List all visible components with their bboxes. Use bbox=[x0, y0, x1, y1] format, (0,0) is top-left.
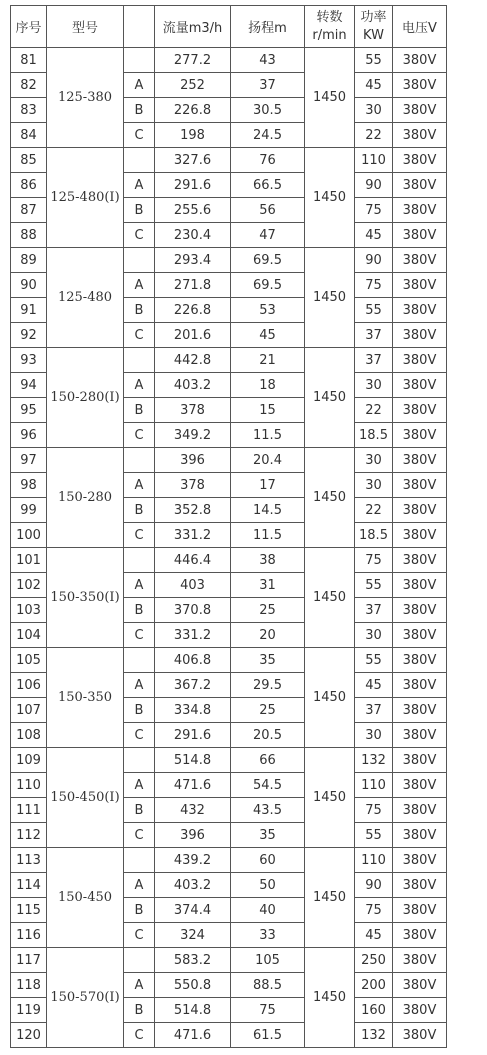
cell-flow: 349.2 bbox=[155, 423, 231, 448]
table-row bbox=[11, 48, 447, 73]
cell-index: 107 bbox=[11, 698, 47, 723]
cell-head: 33 bbox=[231, 923, 305, 948]
table-row bbox=[11, 748, 447, 773]
cell-power: 45 bbox=[355, 73, 393, 98]
cell-variant: A bbox=[124, 273, 155, 298]
cell-head: 76 bbox=[231, 148, 305, 173]
cell-power: 75 bbox=[355, 198, 393, 223]
cell-index: 109 bbox=[11, 748, 47, 773]
cell-head: 35 bbox=[231, 648, 305, 673]
cell-voltage: 380V bbox=[393, 823, 447, 848]
cell-speed: 1450 bbox=[305, 548, 355, 648]
cell-voltage: 380V bbox=[393, 748, 447, 773]
cell-flow: 201.6 bbox=[155, 323, 231, 348]
cell-variant: B bbox=[124, 398, 155, 423]
cell-head: 17 bbox=[231, 473, 305, 498]
cell-index: 91 bbox=[11, 298, 47, 323]
cell-voltage: 380V bbox=[393, 198, 447, 223]
cell-flow: 471.6 bbox=[155, 1023, 231, 1048]
table-row bbox=[11, 248, 447, 273]
cell-variant: C bbox=[124, 123, 155, 148]
cell-head: 40 bbox=[231, 898, 305, 923]
cell-power: 55 bbox=[355, 573, 393, 598]
cell-index: 101 bbox=[11, 548, 47, 573]
table-row bbox=[11, 948, 447, 973]
cell-power: 250 bbox=[355, 948, 393, 973]
header-power-line1: 功率 bbox=[360, 9, 387, 25]
cell-index: 87 bbox=[11, 198, 47, 223]
cell-variant: B bbox=[124, 598, 155, 623]
cell-head: 69.5 bbox=[231, 248, 305, 273]
cell-index: 118 bbox=[11, 973, 47, 998]
cell-flow: 378 bbox=[155, 473, 231, 498]
cell-head: 60 bbox=[231, 848, 305, 873]
cell-head: 47 bbox=[231, 223, 305, 248]
cell-power: 45 bbox=[355, 923, 393, 948]
table-row bbox=[11, 648, 447, 673]
cell-head: 88.5 bbox=[231, 973, 305, 998]
cell-index: 115 bbox=[11, 898, 47, 923]
cell-index: 82 bbox=[11, 73, 47, 98]
cell-model: 150-450(I) bbox=[47, 748, 124, 848]
cell-index: 90 bbox=[11, 273, 47, 298]
table-row bbox=[11, 148, 447, 173]
table-row bbox=[11, 448, 447, 473]
cell-head: 50 bbox=[231, 873, 305, 898]
cell-head: 66.5 bbox=[231, 173, 305, 198]
cell-flow: 471.6 bbox=[155, 773, 231, 798]
cell-voltage: 380V bbox=[393, 373, 447, 398]
cell-voltage: 380V bbox=[393, 98, 447, 123]
cell-power: 30 bbox=[355, 373, 393, 398]
cell-power: 22 bbox=[355, 123, 393, 148]
cell-variant: B bbox=[124, 198, 155, 223]
cell-voltage: 380V bbox=[393, 798, 447, 823]
cell-head: 53 bbox=[231, 298, 305, 323]
cell-index: 113 bbox=[11, 848, 47, 873]
cell-variant bbox=[124, 648, 155, 673]
cell-power: 75 bbox=[355, 548, 393, 573]
cell-model: 125-380 bbox=[47, 48, 124, 148]
cell-flow: 331.2 bbox=[155, 523, 231, 548]
cell-voltage: 380V bbox=[393, 123, 447, 148]
cell-power: 45 bbox=[355, 673, 393, 698]
cell-head: 45 bbox=[231, 323, 305, 348]
cell-model: 125-480(I) bbox=[47, 148, 124, 248]
cell-power: 45 bbox=[355, 223, 393, 248]
cell-index: 88 bbox=[11, 223, 47, 248]
cell-power: 18.5 bbox=[355, 523, 393, 548]
table-row bbox=[11, 348, 447, 373]
cell-power: 30 bbox=[355, 623, 393, 648]
cell-voltage: 380V bbox=[393, 398, 447, 423]
cell-flow: 442.8 bbox=[155, 348, 231, 373]
cell-flow: 403 bbox=[155, 573, 231, 598]
cell-head: 11.5 bbox=[231, 423, 305, 448]
cell-index: 99 bbox=[11, 498, 47, 523]
cell-flow: 439.2 bbox=[155, 848, 231, 873]
cell-head: 29.5 bbox=[231, 673, 305, 698]
cell-voltage: 380V bbox=[393, 173, 447, 198]
cell-power: 30 bbox=[355, 448, 393, 473]
cell-variant: A bbox=[124, 873, 155, 898]
cell-variant: A bbox=[124, 173, 155, 198]
cell-speed: 1450 bbox=[305, 448, 355, 548]
cell-power: 200 bbox=[355, 973, 393, 998]
cell-power: 132 bbox=[355, 748, 393, 773]
cell-head: 43.5 bbox=[231, 798, 305, 823]
cell-model: 150-450 bbox=[47, 848, 124, 948]
cell-model: 150-280 bbox=[47, 448, 124, 548]
cell-variant: B bbox=[124, 498, 155, 523]
cell-variant bbox=[124, 248, 155, 273]
cell-flow: 255.6 bbox=[155, 198, 231, 223]
cell-index: 108 bbox=[11, 723, 47, 748]
cell-index: 92 bbox=[11, 323, 47, 348]
cell-variant: C bbox=[124, 923, 155, 948]
cell-index: 112 bbox=[11, 823, 47, 848]
cell-variant bbox=[124, 148, 155, 173]
header-power-line2: KW bbox=[363, 27, 384, 43]
cell-head: 54.5 bbox=[231, 773, 305, 798]
cell-variant bbox=[124, 448, 155, 473]
cell-index: 97 bbox=[11, 448, 47, 473]
cell-head: 37 bbox=[231, 73, 305, 98]
header-model: 型号 bbox=[47, 6, 124, 48]
cell-variant: B bbox=[124, 98, 155, 123]
cell-model: 150-350 bbox=[47, 648, 124, 748]
cell-variant: B bbox=[124, 698, 155, 723]
cell-variant: A bbox=[124, 573, 155, 598]
cell-head: 35 bbox=[231, 823, 305, 848]
cell-flow: 446.4 bbox=[155, 548, 231, 573]
cell-head: 25 bbox=[231, 598, 305, 623]
cell-power: 75 bbox=[355, 273, 393, 298]
cell-flow: 252 bbox=[155, 73, 231, 98]
cell-index: 102 bbox=[11, 573, 47, 598]
cell-head: 31 bbox=[231, 573, 305, 598]
cell-model: 150-570(I) bbox=[47, 948, 124, 1048]
cell-power: 90 bbox=[355, 248, 393, 273]
cell-head: 43 bbox=[231, 48, 305, 73]
cell-index: 119 bbox=[11, 998, 47, 1023]
cell-index: 120 bbox=[11, 1023, 47, 1048]
cell-flow: 293.4 bbox=[155, 248, 231, 273]
table-row bbox=[11, 548, 447, 573]
cell-voltage: 380V bbox=[393, 223, 447, 248]
cell-variant: C bbox=[124, 823, 155, 848]
cell-flow: 230.4 bbox=[155, 223, 231, 248]
cell-index: 111 bbox=[11, 798, 47, 823]
header-speed-line1: 转数 bbox=[316, 9, 343, 25]
cell-flow: 327.6 bbox=[155, 148, 231, 173]
cell-index: 86 bbox=[11, 173, 47, 198]
cell-power: 75 bbox=[355, 898, 393, 923]
cell-index: 114 bbox=[11, 873, 47, 898]
cell-variant bbox=[124, 948, 155, 973]
cell-voltage: 380V bbox=[393, 573, 447, 598]
cell-head: 38 bbox=[231, 548, 305, 573]
cell-variant: B bbox=[124, 898, 155, 923]
cell-variant: C bbox=[124, 523, 155, 548]
cell-flow: 514.8 bbox=[155, 998, 231, 1023]
cell-power: 132 bbox=[355, 1023, 393, 1048]
cell-flow: 331.2 bbox=[155, 623, 231, 648]
cell-index: 93 bbox=[11, 348, 47, 373]
cell-voltage: 380V bbox=[393, 473, 447, 498]
header-flow: 流量m3/h bbox=[155, 6, 231, 48]
cell-flow: 403.2 bbox=[155, 873, 231, 898]
cell-power: 30 bbox=[355, 723, 393, 748]
cell-flow: 367.2 bbox=[155, 673, 231, 698]
cell-variant: C bbox=[124, 1023, 155, 1048]
cell-model: 150-350(I) bbox=[47, 548, 124, 648]
cell-flow: 406.8 bbox=[155, 648, 231, 673]
cell-voltage: 380V bbox=[393, 148, 447, 173]
cell-index: 95 bbox=[11, 398, 47, 423]
header-speed-line2: r/min bbox=[312, 27, 347, 43]
header-variant bbox=[124, 6, 155, 48]
cell-voltage: 380V bbox=[393, 1023, 447, 1048]
cell-variant: A bbox=[124, 773, 155, 798]
cell-head: 20.5 bbox=[231, 723, 305, 748]
cell-voltage: 380V bbox=[393, 73, 447, 98]
cell-variant: A bbox=[124, 673, 155, 698]
cell-variant: A bbox=[124, 73, 155, 98]
cell-head: 61.5 bbox=[231, 1023, 305, 1048]
cell-flow: 583.2 bbox=[155, 948, 231, 973]
table-header-row bbox=[11, 6, 447, 48]
cell-voltage: 380V bbox=[393, 698, 447, 723]
cell-head: 30.5 bbox=[231, 98, 305, 123]
cell-index: 83 bbox=[11, 98, 47, 123]
table-row bbox=[11, 848, 447, 873]
cell-voltage: 380V bbox=[393, 323, 447, 348]
cell-flow: 432 bbox=[155, 798, 231, 823]
cell-voltage: 380V bbox=[393, 423, 447, 448]
cell-variant: C bbox=[124, 723, 155, 748]
cell-flow: 291.6 bbox=[155, 173, 231, 198]
cell-voltage: 380V bbox=[393, 898, 447, 923]
cell-flow: 226.8 bbox=[155, 298, 231, 323]
cell-voltage: 380V bbox=[393, 298, 447, 323]
pump-spec-table bbox=[10, 5, 447, 1048]
cell-power: 22 bbox=[355, 398, 393, 423]
cell-head: 69.5 bbox=[231, 273, 305, 298]
cell-power: 75 bbox=[355, 798, 393, 823]
cell-voltage: 380V bbox=[393, 498, 447, 523]
cell-head: 56 bbox=[231, 198, 305, 223]
cell-flow: 396 bbox=[155, 823, 231, 848]
cell-index: 96 bbox=[11, 423, 47, 448]
cell-index: 89 bbox=[11, 248, 47, 273]
cell-voltage: 380V bbox=[393, 998, 447, 1023]
cell-variant: C bbox=[124, 623, 155, 648]
cell-variant: A bbox=[124, 973, 155, 998]
cell-voltage: 380V bbox=[393, 598, 447, 623]
cell-head: 20 bbox=[231, 623, 305, 648]
cell-flow: 550.8 bbox=[155, 973, 231, 998]
cell-voltage: 380V bbox=[393, 648, 447, 673]
cell-index: 110 bbox=[11, 773, 47, 798]
cell-variant: C bbox=[124, 423, 155, 448]
cell-voltage: 380V bbox=[393, 448, 447, 473]
cell-power: 55 bbox=[355, 823, 393, 848]
cell-head: 75 bbox=[231, 998, 305, 1023]
cell-power: 30 bbox=[355, 473, 393, 498]
cell-power: 160 bbox=[355, 998, 393, 1023]
cell-power: 37 bbox=[355, 598, 393, 623]
cell-voltage: 380V bbox=[393, 48, 447, 73]
cell-flow: 403.2 bbox=[155, 373, 231, 398]
cell-index: 100 bbox=[11, 523, 47, 548]
cell-model: 150-280(I) bbox=[47, 348, 124, 448]
cell-index: 84 bbox=[11, 123, 47, 148]
cell-power: 90 bbox=[355, 173, 393, 198]
cell-flow: 226.8 bbox=[155, 98, 231, 123]
cell-voltage: 380V bbox=[393, 273, 447, 298]
cell-speed: 1450 bbox=[305, 748, 355, 848]
cell-variant: A bbox=[124, 473, 155, 498]
cell-power: 55 bbox=[355, 298, 393, 323]
cell-speed: 1450 bbox=[305, 348, 355, 448]
cell-head: 24.5 bbox=[231, 123, 305, 148]
cell-power: 37 bbox=[355, 698, 393, 723]
cell-flow: 324 bbox=[155, 923, 231, 948]
cell-index: 104 bbox=[11, 623, 47, 648]
cell-head: 11.5 bbox=[231, 523, 305, 548]
cell-power: 55 bbox=[355, 648, 393, 673]
cell-voltage: 380V bbox=[393, 848, 447, 873]
header-head: 扬程m bbox=[231, 6, 305, 48]
cell-head: 20.4 bbox=[231, 448, 305, 473]
header-power bbox=[355, 6, 393, 48]
cell-flow: 352.8 bbox=[155, 498, 231, 523]
cell-flow: 378 bbox=[155, 398, 231, 423]
cell-head: 21 bbox=[231, 348, 305, 373]
cell-voltage: 380V bbox=[393, 923, 447, 948]
cell-speed: 1450 bbox=[305, 248, 355, 348]
cell-variant bbox=[124, 548, 155, 573]
cell-variant: C bbox=[124, 223, 155, 248]
cell-power: 90 bbox=[355, 873, 393, 898]
cell-speed: 1450 bbox=[305, 148, 355, 248]
cell-head: 105 bbox=[231, 948, 305, 973]
cell-variant: B bbox=[124, 298, 155, 323]
cell-power: 18.5 bbox=[355, 423, 393, 448]
cell-speed: 1450 bbox=[305, 48, 355, 148]
cell-power: 110 bbox=[355, 848, 393, 873]
cell-head: 66 bbox=[231, 748, 305, 773]
cell-voltage: 380V bbox=[393, 623, 447, 648]
cell-flow: 514.8 bbox=[155, 748, 231, 773]
cell-voltage: 380V bbox=[393, 773, 447, 798]
cell-index: 81 bbox=[11, 48, 47, 73]
cell-variant bbox=[124, 48, 155, 73]
cell-index: 106 bbox=[11, 673, 47, 698]
cell-voltage: 380V bbox=[393, 248, 447, 273]
cell-variant bbox=[124, 748, 155, 773]
cell-flow: 334.8 bbox=[155, 698, 231, 723]
cell-flow: 374.4 bbox=[155, 898, 231, 923]
cell-power: 110 bbox=[355, 148, 393, 173]
cell-flow: 198 bbox=[155, 123, 231, 148]
cell-variant bbox=[124, 848, 155, 873]
cell-voltage: 380V bbox=[393, 948, 447, 973]
cell-voltage: 380V bbox=[393, 523, 447, 548]
cell-model: 125-480 bbox=[47, 248, 124, 348]
cell-power: 22 bbox=[355, 498, 393, 523]
cell-speed: 1450 bbox=[305, 848, 355, 948]
cell-index: 85 bbox=[11, 148, 47, 173]
cell-index: 103 bbox=[11, 598, 47, 623]
cell-flow: 271.8 bbox=[155, 273, 231, 298]
header-index: 序号 bbox=[11, 6, 47, 48]
cell-power: 37 bbox=[355, 348, 393, 373]
cell-variant: B bbox=[124, 798, 155, 823]
cell-speed: 1450 bbox=[305, 948, 355, 1048]
cell-variant: C bbox=[124, 323, 155, 348]
cell-power: 30 bbox=[355, 98, 393, 123]
cell-voltage: 380V bbox=[393, 973, 447, 998]
table-body bbox=[11, 48, 447, 1048]
cell-voltage: 380V bbox=[393, 348, 447, 373]
cell-index: 98 bbox=[11, 473, 47, 498]
cell-power: 110 bbox=[355, 773, 393, 798]
cell-head: 25 bbox=[231, 698, 305, 723]
cell-index: 116 bbox=[11, 923, 47, 948]
cell-flow: 370.8 bbox=[155, 598, 231, 623]
cell-head: 15 bbox=[231, 398, 305, 423]
header-voltage: 电压V bbox=[393, 6, 447, 48]
cell-voltage: 380V bbox=[393, 723, 447, 748]
cell-head: 18 bbox=[231, 373, 305, 398]
cell-speed: 1450 bbox=[305, 648, 355, 748]
cell-voltage: 380V bbox=[393, 873, 447, 898]
cell-variant bbox=[124, 348, 155, 373]
cell-power: 37 bbox=[355, 323, 393, 348]
cell-index: 105 bbox=[11, 648, 47, 673]
cell-head: 14.5 bbox=[231, 498, 305, 523]
cell-variant: B bbox=[124, 998, 155, 1023]
cell-voltage: 380V bbox=[393, 548, 447, 573]
cell-flow: 277.2 bbox=[155, 48, 231, 73]
cell-flow: 396 bbox=[155, 448, 231, 473]
cell-index: 117 bbox=[11, 948, 47, 973]
cell-power: 55 bbox=[355, 48, 393, 73]
cell-variant: A bbox=[124, 373, 155, 398]
cell-voltage: 380V bbox=[393, 673, 447, 698]
cell-flow: 291.6 bbox=[155, 723, 231, 748]
cell-index: 94 bbox=[11, 373, 47, 398]
header-speed bbox=[305, 6, 355, 48]
